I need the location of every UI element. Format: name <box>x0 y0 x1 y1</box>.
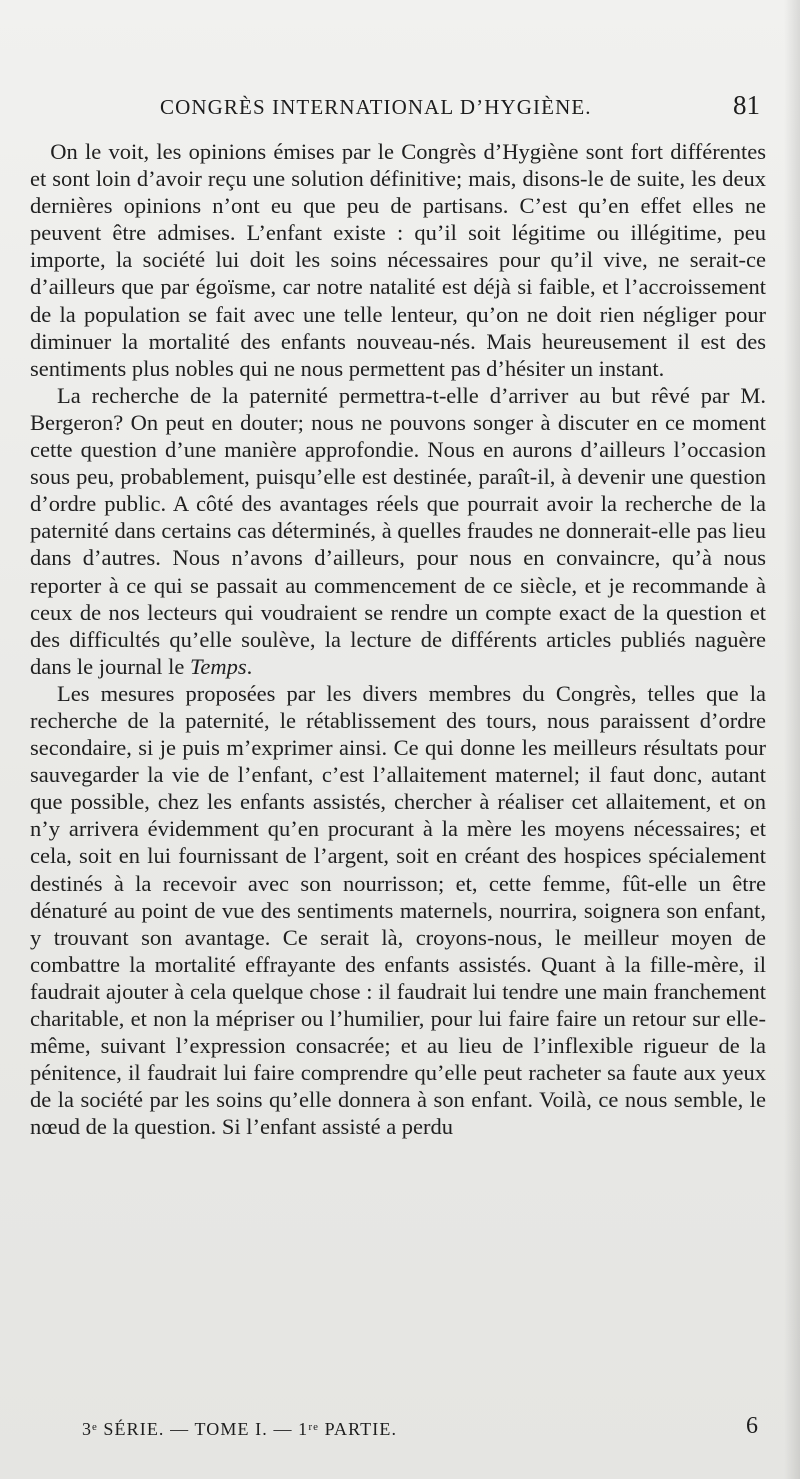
paragraph <box>30 138 766 382</box>
page-number: 81 <box>733 90 760 120</box>
paragraph-text: La recherche de la paternité permettra-t-elle d’arriver au but rêvé par M. Bergeron? On peut en douter; nous ne pouvons songer à discuter en ce moment cette question d’une manière approfondie. Nous en aurons d’ailleurs l’occasion sous peu, probablement, puisqu’elle est destinée, paraît-il, à devenir une question d’ordre public. A côté des avantages réels que pourrait avoir la recherche de la paternité dans certains cas déterminés, à quelles fraudes ne donnerait-elle pas lieu dans d’autres. Nous n’avons d’ailleurs, pour nous en convaincre, qu’à nous reporter à ce qui se passait au commencement de ce siècle, et je recommande à ceux de nos lecteurs qui voudraient se rendre un compte exact de la question et des difficultés qu’elle soulève, la lecture de différents articles publiés naguère dans le journal le <box>30 382 766 679</box>
paragraph-text: . <box>246 653 253 679</box>
sheet-number: 6 <box>746 1413 758 1439</box>
paragraph <box>30 680 766 1141</box>
body-text <box>30 138 766 1140</box>
running-head: CONGRÈS INTERNATIONAL D’HYGIÈNE. <box>160 95 592 119</box>
paragraph-text: Les mesures proposées par les divers membres du Congrès, telles que la recherche de la paternité, le rétablissement des tours, nous paraissent d’ordre secondaire, si je puis m’exprimer ainsi. Ce qui donne les meilleurs résultats pour sauvegarder la vie de l’enfant, c’est l’allaitement maternel; il faut donc, autant que possible, chez les enfants assistés, chercher à réaliser cet allaitement, et on n’y arrivera évidemment qu’en procurant à la mère les moyens nécessaires; et cela, soit en lui fournissant de l’argent, soit en créant des hospices spécialement destinés à la recevoir avec son nourrisson; et, cette femme, fût-elle un être dénaturé au point de vue des sentiments maternels, nourrira, soignera son enfant, y trouvant son avantage. Ce serait là, croyons-nous, le meilleur moyen de combattre la mortalité effrayante des enfants assistés. Quant à la fille-mère, il faudrait ajouter à cela quelque chose : il faudrait lui tendre une main franchement charitable, et non la mépriser ou l’humilier, pour lui faire faire un retour sur elle-même, suivant l’expression consacrée; et au lieu de l’inflexible rigueur de la pénitence, il faudrait lui faire comprendre qu’elle peut racheter sa faute aux yeux de la société par les soins qu’elle donnera à son enfant. Voilà, ce nous semble, le nœud de la question. Si l’enfant assisté a perdu <box>30 680 766 1140</box>
page-footer <box>82 1413 758 1449</box>
italic-text: Temps <box>189 653 247 679</box>
page-header <box>160 90 760 126</box>
paragraph <box>30 382 766 680</box>
page-edge-shadow <box>784 0 800 1479</box>
printer-signature: 3ᵉ SÉRIE. — TOME I. — 1ʳᵉ PARTIE. <box>82 1419 398 1439</box>
paragraph-text: On le voit, les opinions émises par le Congrès d’Hygiène sont fort différentes et sont loin d’avoir reçu une solution définitive; mais, disons-le de suite, les deux dernières opinions n’ont eu que peu de partisans. C’est qu’en effet elles ne peuvent être admises. L’enfant existe : qu’il soit légitime ou illégitime, peu importe, la société lui doit les soins nécessaires pour qu’il vive, ne serait-ce d’ailleurs que par égoïsme, car notre natalité est déjà si faible, et l’accroissement de la population se fait avec une telle lenteur, qu’on ne doit rien négliger pour diminuer la mortalité des enfants nouveau-nés. Mais heureusement il est des sentiments plus nobles qui ne nous permettent pas d’hésiter un instant. <box>30 139 766 381</box>
